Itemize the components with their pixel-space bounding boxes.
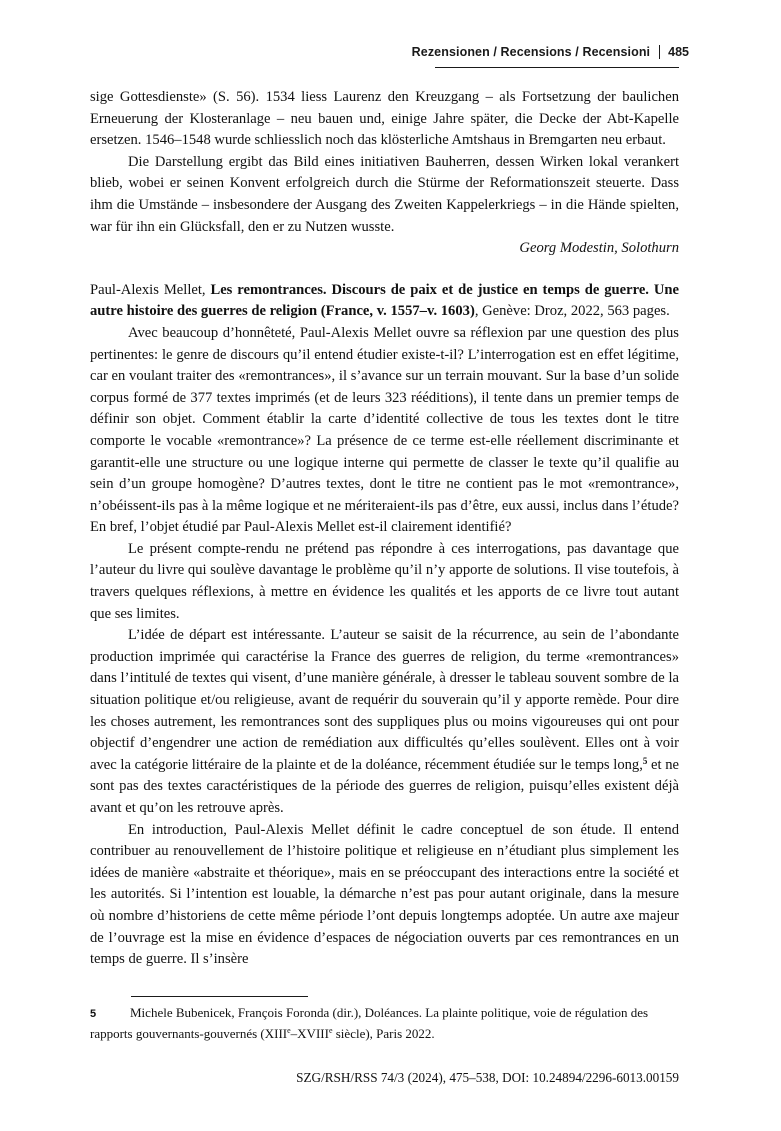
page-number: 485 [668,45,689,59]
review2-bibliographic-heading [90,280,679,323]
review1-paragraph-1: sige Gottesdienste» (S. 56). 1534 liess Laurenz den Kreuzgang – als Fortsetzung der baulichen Erneuerung der Klosteranlage – neu bauen und, einige Jahre später, die Decke der Abt-Kapelle ersetzen. 1546–1548 wurde schliesslich noch das klösterliche Amtshaus in Bremgarten neu erbaut. [90,89,679,149]
review2-paragraph-1: Avec beaucoup d’honnêteté, Paul-Alexis Mellet ouvre sa réflexion par une question des plus pertinentes: le genre de discours qu’il entend étudier existe-t-il? L’interrogation est en effet légitime, car en voulant traiter des «remontrances», il s’avance sur un terrain mouvant. Sur la base d’un solide corpus formé de 377 textes imprimés (et de leurs 323 rééditions), il tente dans un premier temps de définir son objet. Comment établir la carte d’identité collective de tous les textes dont le titre comporte le vocable «remontrance»? La présence de ce terme est-elle réellement discriminante et garantit-elle une structure ou une logique interne qui permette de classer le texte qu’il qualifie au sein d’un groupe homogène? D’autres textes, dont le titre ne contient pas le mot «remontrance», n’obéissent-ils pas à la même logique et ne mériteraient-ils pas d’être, eux aussi, inclus dans l’étude? En bref, l’objet étudié par Paul-Alexis Mellet est-il clairement identifié? [90,324,679,536]
review2-paragraph-3-text: L’idée de départ est intéressante. L’auteur se saisit de la récurrence, au sein de l’abondante production imprimée qui caractérise la France des guerres de religion, du terme «remontrances» dans l’intitulé de textes qui visent, d’une manière générale, à dresser le tableau souvent sombre de la situation politique et/ou religieuse, avant de requérir du souverain qu’il y apporte remède. Pour dire les choses autrement, les remontrances sont des suppliques plus ou moins vigoureuses qui ont pour objectif d’engendrer une action de remédiation aux difficultés qu’elles soulèvent. Elles ont à voir avec la catégorie littéraire de la plainte et de la doléance, récemment étudiée sur le temps long, [90,627,679,773]
review2-publication: , Genève: Droz, 2022, 563 pages. [474,303,670,320]
journal-citation-footer: SZG/RSH/RSS 74/3 (2024), 475–538, DOI: 10.24894/2296-6013.00159 [296,1070,679,1085]
review1-signature: Georg Modestin, Solothurn [519,240,679,257]
review1-paragraph-2: Die Darstellung ergibt das Bild eines initiativen Bauherren, dessen Wirken lokal verankert blieb, wobei er seinen Konvent erfolgreich durch die Stürme der Reformationszeit steuerte. Dass ihm die Umstände – insbesondere der Ausgang des Zweiten Kappelerkriegs – in die Hände spielten, war für ihn ein Glücksfall, den er zu Nutzen wusste. [90,153,679,235]
body-text [90,87,679,971]
footnote-text-mid: –XVIII [290,1026,329,1041]
review2-author: Paul-Alexis Mellet, [90,281,211,298]
review2-paragraph-3 [90,625,679,819]
running-head [412,45,689,59]
review2-paragraph-3-text-end: et ne sont pas des textes caractéristiques de la période des guerres de religion, puisqu’elles existent déjà avant et qu’on les retrouve après. [90,756,679,816]
footnote-text: Michele Bubenicek, François Foronda (dir.), Doléances. La plainte politique, voie de régulation des rapports gouvernants-gouvernés (XIII [90,1005,649,1041]
footnote-rule [131,996,308,997]
running-head-separator [659,45,660,59]
footnote-reference[interactable]: 5 [642,755,648,766]
footnote-superscript: e [328,1026,333,1035]
footnote [90,1003,679,1043]
footnote-superscript: e [287,1026,291,1035]
review2-book-title: Les remontrances. Discours de paix et de justice en temps de guerre. Une autre histoire des guerres de religion (France, v. 1557–v. 1603) [90,281,679,320]
header-rule [435,67,679,68]
running-head-title: Rezensionen / Recensions / Recensioni [411,45,651,59]
review2-paragraph-2: Le présent compte-rendu ne prétend pas répondre à ces interrogations, pas davantage que l’auteur du livre qui soulève davantage le problème qu’il n’y apporte de solutions. Il vise toutefois, à travers quelques réflexions, à mettre en évidence les qualités et les apports de ce livre tout autant que ses limites. [90,540,679,622]
footnote-number: 5 [90,1008,97,1020]
footnote-text-end: siècle), Paris 2022. [332,1026,435,1041]
review2-paragraph-4: En introduction, Paul-Alexis Mellet définit le cadre conceptuel de son étude. Il entend contribuer au renouvellement de l’histoire politique et religieuse en n’étudiant plus simplement les idées de manière «abstraite et théorique», mais en se préoccupant des interactions entre la société et les autorités. Si l’intention est louable, la démarche n’est pas pour autant originale, dans la mesure où nombre d’historiens de cette même période l’ont depuis longtemps adoptée. Un autre axe majeur de l’ouvrage est la mise en évidence d’espaces de négociation ouverts par ces remontrances en un temps de guerre. Il s’insère [90,821,679,968]
